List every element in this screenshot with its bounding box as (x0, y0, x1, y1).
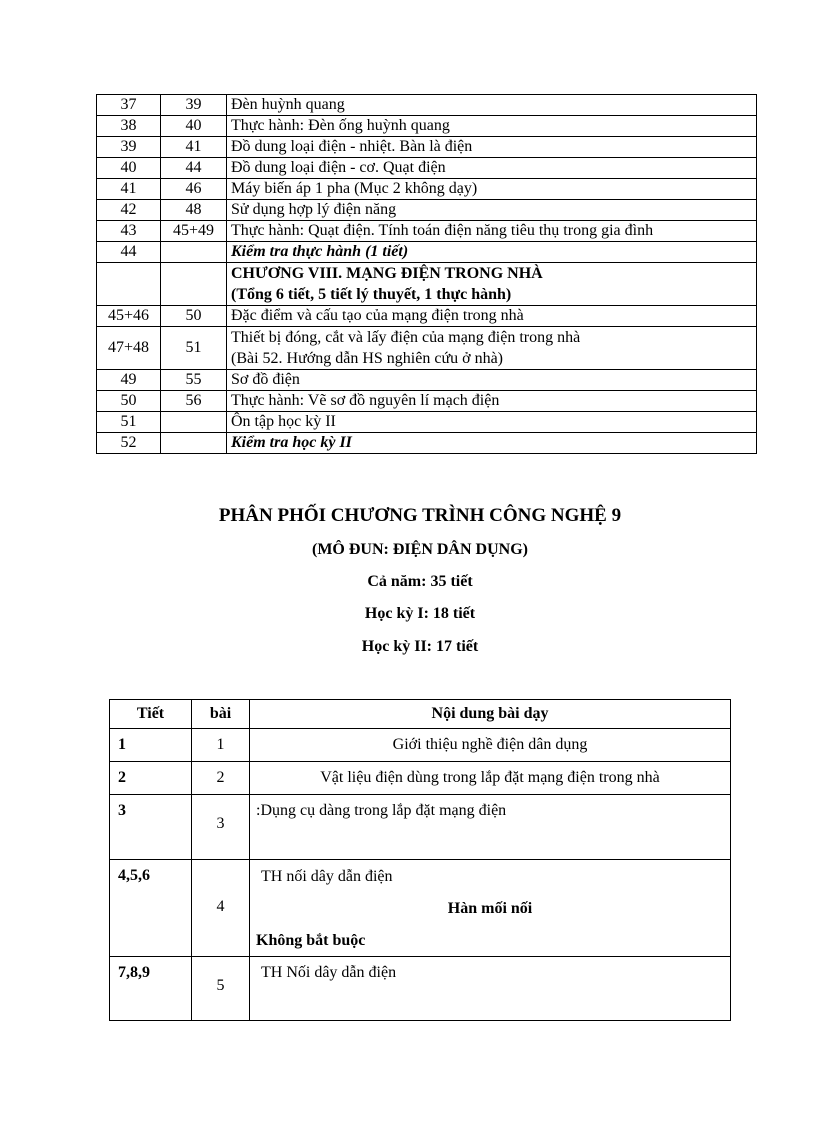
row-tiet: 50 (97, 391, 161, 412)
row-tiet: 44 (97, 242, 161, 263)
row-content-line: Ôn tập học kỳ II (231, 413, 336, 430)
row-tiet: 7,8,9 (110, 957, 192, 1021)
row-bai: 48 (161, 200, 227, 221)
curriculum-table-continued (96, 94, 757, 454)
semester-2-periods: Học kỳ II: 17 tiết (361, 638, 479, 655)
curriculum-table-grade9 (109, 699, 731, 1021)
row-tiet: 40 (97, 158, 161, 179)
table-row (97, 116, 757, 137)
row-content-line: (Tổng 6 tiết, 5 tiết lý thuyết, 1 thực hành) (231, 286, 512, 303)
row-bai (161, 263, 227, 306)
table-row (97, 158, 757, 179)
row-content-line: CHƯƠNG VIII. MẠNG ĐIỆN TRONG NHÀ (231, 265, 543, 282)
table-row (97, 327, 757, 370)
row-bai (161, 412, 227, 433)
row-content (227, 200, 757, 221)
row-content-line: TH nối dây dẫn điện (261, 868, 393, 885)
row-content (227, 179, 757, 200)
module-subtitle: (MÔ ĐUN: ĐIỆN DÂN DỤNG) (312, 541, 528, 558)
page-title: PHÂN PHỐI CHƯƠNG TRÌNH CÔNG NGHỆ 9 (218, 505, 622, 526)
row-content (227, 327, 757, 370)
row-tiet: 49 (97, 370, 161, 391)
row-content (227, 391, 757, 412)
row-bai: 46 (161, 179, 227, 200)
row-tiet: 38 (97, 116, 161, 137)
row-bai: 1 (192, 729, 250, 762)
row-content (227, 412, 757, 433)
chapter-heading (227, 263, 757, 306)
row-bai: 2 (192, 762, 250, 795)
row-content (227, 95, 757, 116)
row-bai (161, 433, 227, 454)
row-content (227, 116, 757, 137)
table-row (97, 370, 757, 391)
row-tiet: 47+48 (97, 327, 161, 370)
row-content (227, 306, 757, 327)
table-row (97, 200, 757, 221)
row-tiet: 41 (97, 179, 161, 200)
row-tiet: 4,5,6 (110, 860, 192, 957)
row-bai: 41 (161, 137, 227, 158)
row-content-line: (Bài 52. Hướng dẫn HS nghiên cứu ở nhà) (231, 350, 503, 367)
row-content-multiline (250, 860, 731, 957)
row-bai: 39 (161, 95, 227, 116)
row-content (227, 158, 757, 179)
header-bai: bài (192, 700, 250, 729)
table-row (110, 860, 731, 957)
header-tiet: Tiết (110, 700, 192, 729)
row-tiet: 52 (97, 433, 161, 454)
row-content-line: Hàn mối nối (447, 900, 533, 917)
table-row (97, 179, 757, 200)
row-content-line: Đặc điểm và cấu tạo của mạng điện trong nhà (231, 307, 524, 324)
row-bai: 56 (161, 391, 227, 412)
row-content: Giới thiệu nghề điện dân dụng (250, 729, 731, 762)
table-header-row (110, 700, 731, 729)
row-content-line: Kiểm tra thực hành (1 tiết) (231, 243, 409, 260)
row-content-line: Sử dụng hợp lý điện năng (231, 201, 397, 218)
row-bai: 50 (161, 306, 227, 327)
row-content-line: Thực hành: Đèn ống huỳnh quang (231, 117, 450, 134)
row-tiet: 51 (97, 412, 161, 433)
row-bai (161, 242, 227, 263)
row-tiet (97, 263, 161, 306)
row-content-line: Kiểm tra học kỳ II (231, 434, 352, 451)
table-row (110, 957, 731, 1021)
row-bai: 40 (161, 116, 227, 137)
row-bai: 4 (192, 860, 250, 957)
table-row (110, 762, 731, 795)
row-bai: 3 (192, 795, 250, 860)
row-tiet: 39 (97, 137, 161, 158)
row-content-line: Đồ dung loại điện - nhiệt. Bàn là điện (231, 138, 473, 155)
row-content (227, 433, 757, 454)
row-content: :Dụng cụ dàng trong lắp đặt mạng điện (250, 795, 731, 860)
row-content-line: Máy biến áp 1 pha (Mục 2 không dạy) (231, 180, 478, 197)
row-tiet: 43 (97, 221, 161, 242)
row-bai: 55 (161, 370, 227, 391)
row-content (227, 242, 757, 263)
whole-year-periods: Cả năm: 35 tiết (367, 573, 473, 590)
row-content (227, 221, 757, 242)
row-tiet: 2 (110, 762, 192, 795)
row-content: TH Nối dây dẫn điện (250, 957, 731, 1021)
row-content-line: Đồ dung loại điện - cơ. Quạt điện (231, 159, 446, 176)
row-content-line: Đèn huỳnh quang (231, 96, 345, 113)
table-row (97, 433, 757, 454)
row-bai: 44 (161, 158, 227, 179)
row-tiet: 3 (110, 795, 192, 860)
row-bai: 45+49 (161, 221, 227, 242)
row-content (227, 370, 757, 391)
row-content-line: Sơ đồ điện (231, 371, 300, 388)
row-tiet: 45+46 (97, 306, 161, 327)
header-content: Nội dung bài dạy (250, 700, 731, 729)
semester-1-periods: Học kỳ I: 18 tiết (364, 605, 476, 622)
table-row (97, 242, 757, 263)
row-bai: 51 (161, 327, 227, 370)
row-content-line: Không bắt buộc (256, 932, 366, 949)
row-content: Vật liệu điện dùng trong lắp đặt mạng điện trong nhà (250, 762, 731, 795)
table-row (97, 137, 757, 158)
row-content-line: Thiết bị đóng, cắt và lấy điện của mạng điện trong nhà (231, 329, 581, 346)
table-row (97, 221, 757, 242)
table-row (97, 412, 757, 433)
row-content (227, 137, 757, 158)
table-row (97, 306, 757, 327)
table-row (110, 795, 731, 860)
row-tiet: 1 (110, 729, 192, 762)
table-row (97, 95, 757, 116)
row-content-line: Thực hành: Vẽ sơ đồ nguyên lí mạch điện (231, 392, 500, 409)
row-content-line: Thực hành: Quạt điện. Tính toán điện năng tiêu thụ trong gia đình (231, 222, 654, 239)
row-tiet: 42 (97, 200, 161, 221)
row-tiet: 37 (97, 95, 161, 116)
table-row (110, 729, 731, 762)
table-row (97, 263, 757, 306)
table-row (97, 391, 757, 412)
row-bai: 5 (192, 957, 250, 1021)
